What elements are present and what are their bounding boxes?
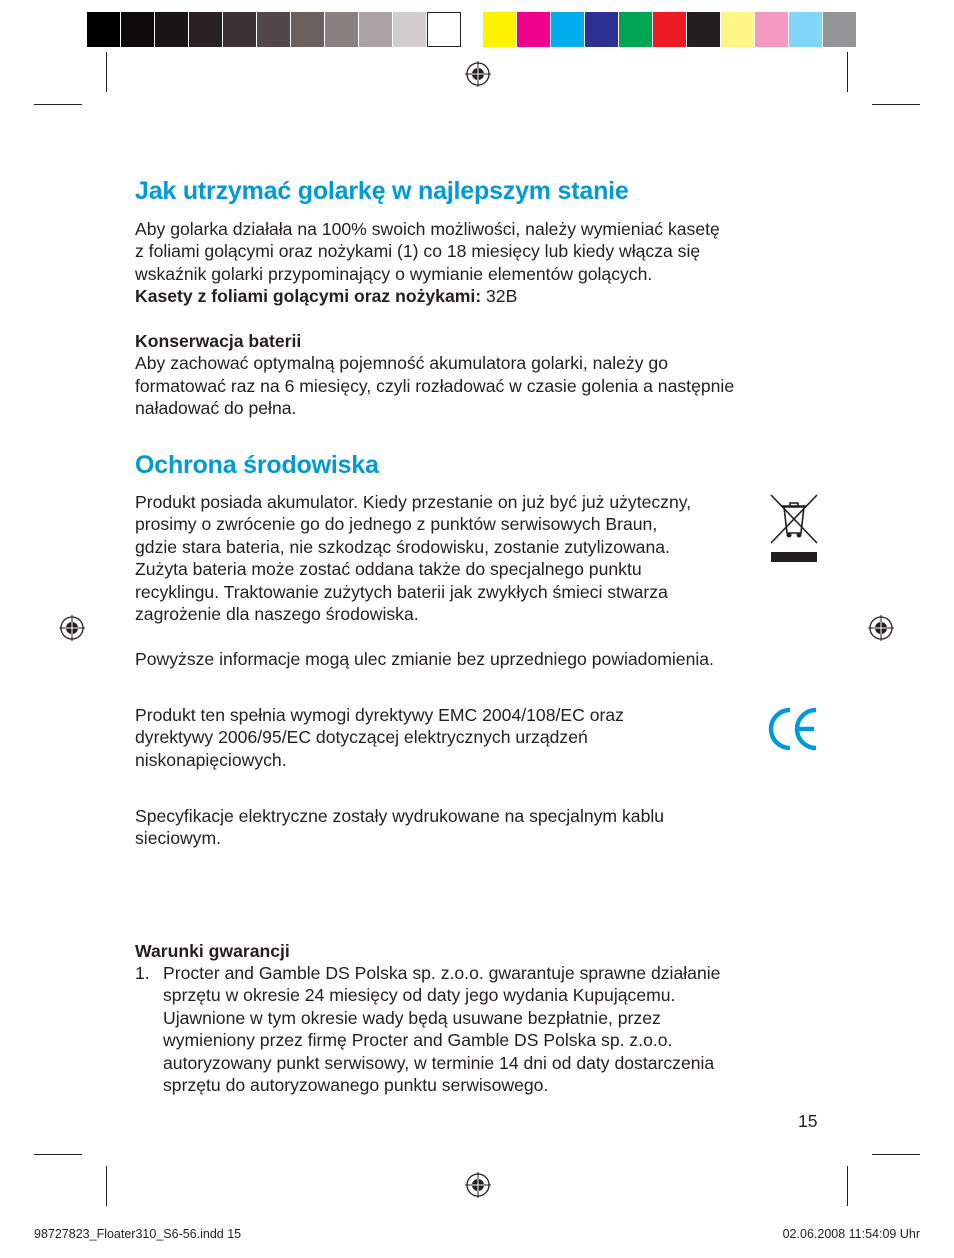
cassette-label: Kasety z foliami golącymi oraz nożykami: (135, 286, 482, 307)
registration-mark-icon (59, 615, 85, 641)
color-swatch (359, 12, 393, 47)
registration-mark-icon (868, 615, 894, 641)
color-swatch (325, 12, 359, 47)
text-line: Produkt posiada akumulator. Kiedy przestanie on już być już użyteczny, (135, 492, 692, 512)
text-line: dyrektywy 2006/95/EC dotyczącej elektrycznych urządzeń (135, 727, 588, 748)
environment-paragraph (135, 491, 691, 625)
text-line: wskaźnik golarki przypominający o wymianie elementów golących. (135, 263, 653, 284)
battery-title: Konserwacja baterii (135, 331, 302, 351)
footer-filename: 98727823_Floater310_S6-56.indd 15 (34, 1227, 242, 1241)
color-swatch (87, 12, 121, 47)
text-line: Produkt ten spełnia wymogi dyrektywy EMC 2004/108/EC oraz (135, 705, 624, 725)
text-line: Specyfikacje elektryczne zostały wydrukowane na specjalnym kablu (135, 806, 665, 826)
color-swatch (585, 12, 619, 47)
color-swatch (223, 12, 257, 47)
text-line: Zużyta bateria może zostać oddana także do specjalnego punktu (135, 559, 642, 580)
color-swatch (551, 12, 585, 47)
color-swatch (823, 12, 857, 47)
specs-paragraph (135, 805, 664, 850)
color-swatch (721, 12, 755, 47)
text-line: Ujawnione w tym okresie wady będą usuwane bezpłatnie, przez (163, 1007, 661, 1028)
warranty-section (135, 940, 290, 962)
text-line: recyklingu. Traktowanie zużytych baterii jak zwykłych śmieci stwarza (135, 581, 668, 602)
text-line: zagrożenie dla naszego środowiska. (135, 604, 419, 625)
color-swatch (257, 12, 291, 47)
color-swatch (687, 12, 721, 47)
warranty-list (135, 962, 815, 1096)
text-line: sieciowym. (135, 828, 222, 849)
process-color-bar (483, 12, 857, 47)
ce-mark-icon (768, 706, 820, 752)
text-line: prosimy o zwrócenie go do jednego z punktów serwisowych Braun, (135, 514, 658, 535)
cassette-line (135, 285, 720, 307)
color-swatch (619, 12, 653, 47)
heading-maintenance: Jak utrzymać golarkę w najlepszym stanie (135, 177, 629, 205)
color-swatch (291, 12, 325, 47)
color-swatch (483, 12, 517, 47)
color-swatch (653, 12, 687, 47)
crossed-out-wheelie-bin-icon (768, 493, 820, 563)
text-line: gdzie stara bateria, nie szkodząc środowisku, zostanie zutylizowana. (135, 536, 670, 557)
color-swatch (155, 12, 189, 47)
footer-timestamp: 02.06.2008 11:54:09 Uhr (782, 1227, 920, 1241)
list-item-number: 1. (135, 963, 150, 983)
list-item-text (163, 962, 720, 1096)
text-line: naładować do pełna. (135, 398, 297, 419)
color-swatch (789, 12, 823, 47)
text-line: wymieniony przez firmę Procter and Gamble DS Polska sp. z.o.o. (163, 1030, 673, 1051)
grayscale-color-bar (87, 12, 461, 47)
color-swatch (189, 12, 223, 47)
notice-text: Powyższe informacje mogą ulec zmianie bez uprzedniego powiadomienia. (135, 649, 714, 669)
list-item (135, 962, 815, 1096)
text-line: niskonapięciowych. (135, 749, 287, 770)
battery-section (135, 330, 734, 420)
text-line: Aby golarka działała na 100% swoich możliwości, należy wymieniać kasetę (135, 219, 720, 239)
cassette-value: 32B (486, 286, 518, 307)
color-swatch (427, 12, 461, 47)
compliance-paragraph (135, 704, 624, 771)
registration-mark-icon (465, 1172, 491, 1198)
color-swatch (393, 12, 427, 47)
text-line: autoryzowany punkt serwisowy, w terminie 14 dni od daty dostarczenia (163, 1052, 715, 1073)
warranty-title: Warunki gwarancji (135, 941, 290, 961)
registration-mark-icon (465, 61, 491, 87)
page-number: 15 (798, 1111, 818, 1131)
color-swatch (755, 12, 789, 47)
text-line: Procter and Gamble DS Polska sp. z.o.o. gwarantuje sprawne działanie (163, 963, 721, 983)
heading-environment: Ochrona środowiska (135, 451, 379, 479)
maintenance-paragraph (135, 218, 720, 308)
text-line: sprzętu w okresie 24 miesięcy od daty jego wydania Kupującemu. (163, 985, 676, 1006)
text-line: z foliami golącymi oraz nożykami (1) co 18 miesięcy lub kiedy włącza się (135, 241, 701, 262)
text-line: Aby zachować optymalną pojemność akumulatora golarki, należy go (135, 353, 668, 374)
text-line: formatować raz na 6 miesięcy, czyli rozładować w czasie golenia a następnie (135, 375, 735, 396)
color-swatch (121, 12, 155, 47)
color-swatch (517, 12, 551, 47)
text-line: sprzętu do autoryzowanego punktu serwisowego. (163, 1075, 549, 1096)
